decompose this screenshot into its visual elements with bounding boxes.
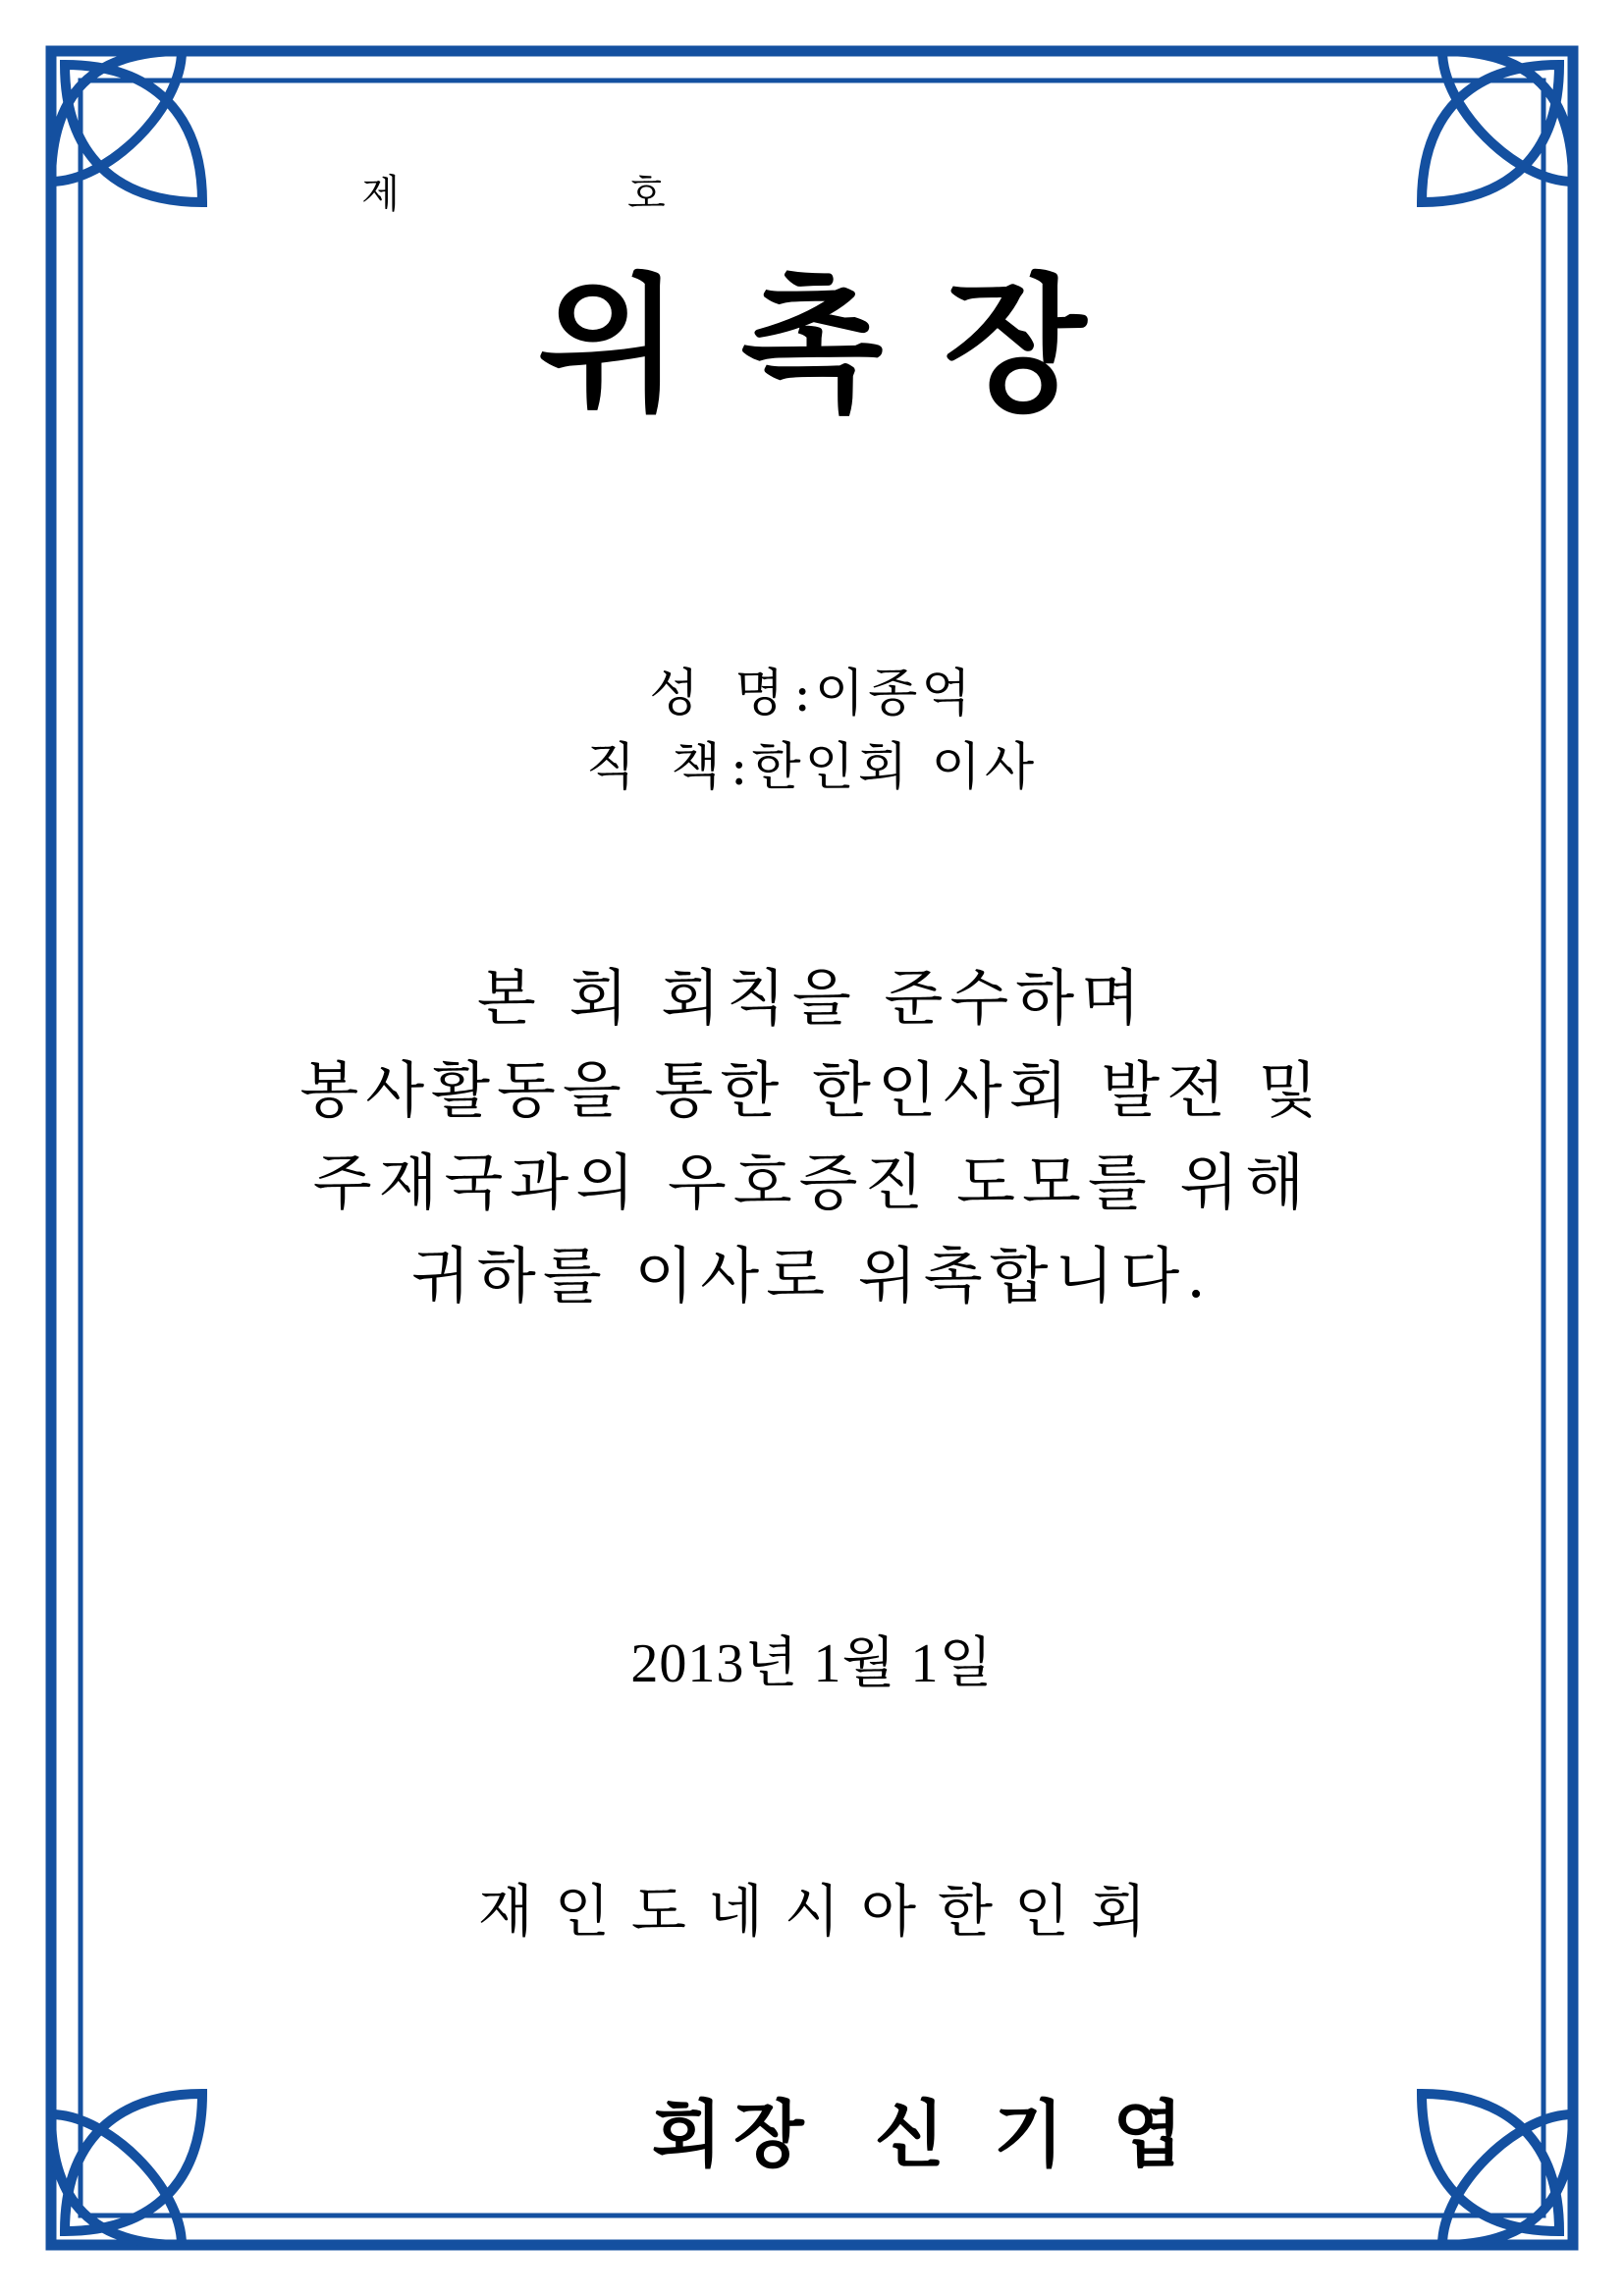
- recipient-name-row: [147, 658, 1477, 731]
- recipient-name-separator: :: [793, 665, 815, 723]
- body-line: 본 회 회칙을 준수하며: [476, 962, 1148, 1034]
- recipient-position-value: 한인회 이사: [751, 738, 1039, 798]
- body-line: 봉사활동을 통한 한인사회 발전 및: [299, 1054, 1325, 1127]
- signer-line: [147, 1993, 1477, 2266]
- recipient-block: [147, 658, 1477, 806]
- signer-name: 신 기 엽: [874, 2093, 1195, 2177]
- recipient-name-label: 성 명: [649, 665, 794, 723]
- certificate-content: [147, 69, 1477, 2218]
- organization-name: 재인도네시아한인회: [477, 1878, 1168, 1945]
- issue-date: 2013년 1월 1일: [630, 1633, 994, 1694]
- certificate-body: [147, 952, 1477, 1322]
- certificate-title: 위촉장: [537, 259, 1148, 432]
- body-line: 주재국과의 우호증진 도모를 위해: [312, 1147, 1312, 1219]
- recipient-position-separator: :: [730, 738, 752, 798]
- body-line: 귀하를 이사로 위촉합니다.: [411, 1239, 1213, 1311]
- recipient-position-row: [147, 731, 1477, 805]
- recipient-name-value: 이종억: [814, 665, 975, 723]
- serial-prefix: 제: [361, 172, 402, 217]
- serial-suffix: 호: [626, 172, 668, 217]
- recipient-position-label: 직 책: [585, 738, 731, 798]
- serial-number-line: [275, 118, 668, 264]
- signer-title: 회장: [651, 2093, 816, 2177]
